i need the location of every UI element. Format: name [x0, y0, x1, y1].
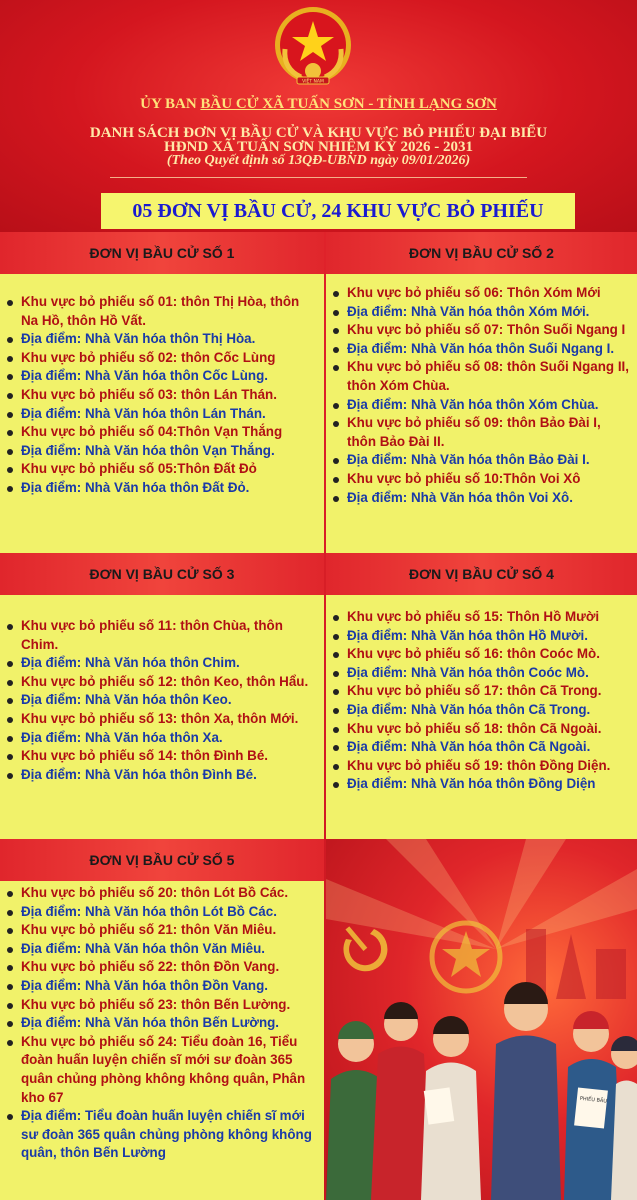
polling-area-item: Khu vực bỏ phiếu số 01: thôn Thị Hòa, thôn Na Hồ, thôn Hồ Vất.: [0, 293, 316, 330]
polling-location-item: Địa điểm: Nhà Văn hóa thôn Đình Bé.: [0, 766, 316, 785]
polling-location-item: Địa điểm: Nhà Văn hóa thôn Đồn Vang.: [0, 977, 316, 996]
emblem-text: VIỆT NAM: [302, 79, 324, 85]
polling-location-item: Địa điểm: Nhà Văn hóa thôn Suối Ngang I.: [326, 340, 631, 359]
polling-location-item: Địa điểm: Nhà Văn hóa thôn Cã Trong.: [326, 701, 631, 720]
polling-area-item: Khu vực bỏ phiếu số 12: thôn Keo, thôn Hẩu.: [0, 673, 316, 692]
polling-location-item: Địa điểm: Nhà Văn hóa thôn Xóm Chùa.: [326, 396, 631, 415]
polling-location-item: Địa điểm: Nhà Văn hóa thôn Đất Đỏ.: [0, 479, 316, 498]
unit-3-title: ĐƠN VỊ BẦU CỬ SỐ 3: [0, 553, 324, 595]
unit-2-title: ĐƠN VỊ BẦU CỬ SỐ 2: [326, 232, 637, 274]
polling-area-item: Khu vực bỏ phiếu số 06: Thôn Xóm Mới: [326, 284, 631, 303]
summary-banner: 05 ĐƠN VỊ BẦU CỬ, 24 KHU VỰC BỎ PHIẾU: [101, 193, 575, 229]
polling-location-item: Địa điểm: Nhà Văn hóa thôn Thị Hòa.: [0, 330, 316, 349]
poster-header: [0, 0, 637, 232]
polling-area-item: Khu vực bỏ phiếu số 18: thôn Cã Ngoài.: [326, 720, 631, 739]
polling-area-item: Khu vực bỏ phiếu số 08: thôn Suối Ngang II, thôn Xóm Chùa.: [326, 358, 631, 395]
voters-illustration-icon: [326, 839, 637, 1200]
unit-4-list: [326, 595, 637, 839]
polling-area-item: Khu vực bỏ phiếu số 23: thôn Bến Lường.: [0, 996, 316, 1015]
polling-area-item: Khu vực bỏ phiếu số 24: Tiểu đoàn 16, Tiểu đoàn huấn luyện chiến sĩ mới sư đoàn 365 quân chủng phòng không không quân, Phân kho 67: [0, 1033, 316, 1107]
unit-1-list: [0, 274, 324, 553]
polling-location-item: Địa điểm: Nhà Văn hóa thôn Cốc Lùng.: [0, 367, 316, 386]
polling-area-item: Khu vực bỏ phiếu số 03: thôn Lán Thán.: [0, 386, 316, 405]
polling-area-item: Khu vực bỏ phiếu số 19: thôn Đồng Diện.: [326, 757, 631, 776]
polling-location-item: Địa điểm: Nhà Văn hóa thôn Bảo Đài I.: [326, 451, 631, 470]
polling-area-item: Khu vực bỏ phiếu số 11: thôn Chùa, thôn Chim.: [0, 617, 316, 654]
ballot-text: PHIẾU BẦU: [579, 1095, 608, 1105]
polling-area-item: Khu vực bỏ phiếu số 07: Thôn Suối Ngang I: [326, 321, 631, 340]
national-emblem-icon: [271, 5, 355, 89]
polling-location-item: Địa điểm: Nhà Văn hóa thôn Xa.: [0, 729, 316, 748]
subtitle-line-1: DANH SÁCH ĐƠN VỊ BẦU CỬ VÀ KHU VỰC BỎ PHIẾU ĐẠI BIỂU: [89, 125, 548, 141]
subtitle-decision: (Theo Quyết định số 13QĐ-UBND ngày 09/01/2026): [166, 153, 471, 168]
polling-area-item: Khu vực bỏ phiếu số 21: thôn Văn Miêu.: [0, 921, 316, 940]
hammer-sickle-icon: [343, 926, 387, 971]
polling-area-item: Khu vực bỏ phiếu số 20: thôn Lót Bồ Các.: [0, 884, 316, 903]
unit-5-list: [0, 881, 324, 1200]
polling-location-item: Địa điểm: Nhà Văn hóa thôn Đồng Diện: [326, 775, 631, 794]
polling-location-item: Địa điểm: Nhà Văn hóa thôn Xóm Mới.: [326, 303, 631, 322]
unit-3-list: [0, 595, 324, 839]
polling-area-item: Khu vực bỏ phiếu số 09: thôn Bảo Đài I, thôn Bảo Đài II.: [326, 414, 631, 451]
polling-area-item: Khu vực bỏ phiếu số 16: thôn Coóc Mò.: [326, 645, 631, 664]
polling-location-item: Địa điểm: Nhà Văn hóa thôn Hồ Mười.: [326, 627, 631, 646]
polling-location-item: Địa điểm: Nhà Văn hóa thôn Lán Thán.: [0, 405, 316, 424]
unit-4-title: ĐƠN VỊ BẦU CỬ SỐ 4: [326, 553, 637, 595]
committee-title-underlined: BẦU CỬ XÃ TUẤN SƠN - TỈNH LẠNG SƠN: [200, 96, 497, 112]
polling-location-item: Địa điểm: Nhà Văn hóa thôn Keo.: [0, 691, 316, 710]
polling-location-item: Địa điểm: Nhà Văn hóa thôn Voi Xô.: [326, 489, 631, 508]
polling-area-item: Khu vực bỏ phiếu số 14: thôn Đình Bé.: [0, 747, 316, 766]
polling-location-item: Địa điểm: Tiểu đoàn huấn luyện chiến sĩ mới sư đoàn 365 quân chủng phòng không không quân, thôn Bến Lường: [0, 1107, 316, 1163]
polling-area-item: Khu vực bỏ phiếu số 05:Thôn Đất Đỏ: [0, 460, 316, 479]
polling-location-item: Địa điểm: Nhà Văn hóa thôn Văn Miêu.: [0, 940, 316, 959]
polling-area-item: Khu vực bỏ phiếu số 10:Thôn Voi Xô: [326, 470, 631, 489]
voters-illustration: [326, 839, 637, 1200]
polling-area-item: Khu vực bỏ phiếu số 13: thôn Xa, thôn Mới.: [0, 710, 316, 729]
unit-2-list: [326, 274, 637, 553]
polling-location-item: Địa điểm: Nhà Văn hóa thôn Coóc Mò.: [326, 664, 631, 683]
committee-title-prefix: ỦY BAN: [140, 96, 201, 112]
polling-location-item: Địa điểm: Nhà Văn hóa thôn Chim.: [0, 654, 316, 673]
polling-location-item: Địa điểm: Nhà Văn hóa thôn Lót Bồ Các.: [0, 903, 316, 922]
header-divider: [110, 177, 527, 178]
polling-location-item: Địa điểm: Nhà Văn hóa thôn Bến Lường.: [0, 1014, 316, 1033]
unit-1-title: ĐƠN VỊ BẦU CỬ SỐ 1: [0, 232, 324, 274]
polling-area-item: Khu vực bỏ phiếu số 15: Thôn Hồ Mười: [326, 608, 631, 627]
committee-title: [0, 96, 637, 113]
subtitle-line-2: HĐND XÃ TUẤN SƠN NHIỆM KỲ 2026 - 2031: [164, 139, 473, 155]
polling-location-item: Địa điểm: Nhà Văn hóa thôn Vạn Thắng.: [0, 442, 316, 461]
polling-area-item: Khu vực bỏ phiếu số 02: thôn Cốc Lùng: [0, 349, 316, 368]
polling-location-item: Địa điểm: Nhà Văn hóa thôn Cã Ngoài.: [326, 738, 631, 757]
polling-area-item: Khu vực bỏ phiếu số 04:Thôn Vạn Thắng: [0, 423, 316, 442]
unit-5-title: ĐƠN VỊ BẦU CỬ SỐ 5: [0, 839, 324, 881]
polling-area-item: Khu vực bỏ phiếu số 22: thôn Đồn Vang.: [0, 958, 316, 977]
polling-area-item: Khu vực bỏ phiếu số 17: thôn Cã Trong.: [326, 682, 631, 701]
